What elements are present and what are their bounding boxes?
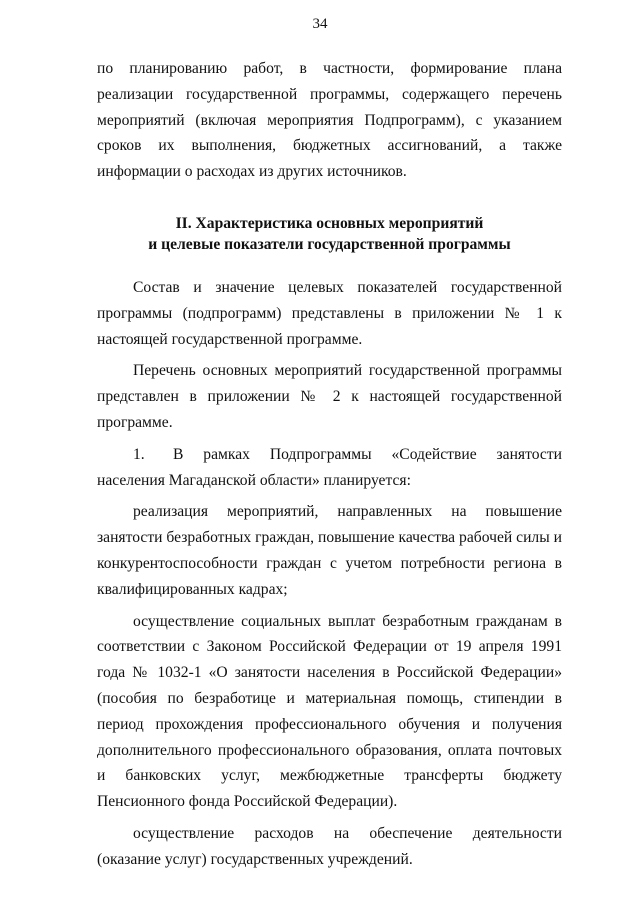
document-body [97, 56, 562, 873]
paragraph-social-payments: осуществление социальных выплат безработным гражданам в соответствии с Законом Российской Федерации от 19 апреля 1991 года № 1032-1 «О занятости населения в Российской Федерации» (пособия по безработице и материальная помощь, стипендии в период прохождения профессионального обучения и получения дополнительного профессионального образования, оплата почтовых и банковских услуг, межбюджетные трансферты бюджету Пенсионного фонда Российской Федерации). [97, 612, 562, 811]
intro-paragraph: по планированию работ, в частности, формирование плана реализации государственной программы, содержащего перечень мероприятий (включая мероприятия Подпрограмм), с указанием сроков их выполнения, бюджетных ассигнований, а также информации о расходах из других источников. [97, 60, 562, 181]
page-number: 34 [312, 16, 328, 32]
section-heading-line-2: и целевые показатели государственной программы [148, 235, 511, 253]
paragraph-activities-list: Перечень основных мероприятий государственной программы представлен в приложении № 2 к настоящей государственной программе. [97, 362, 562, 431]
paragraph-employment-measures: реализация мероприятий, направленных на повышение занятости безработных граждан, повышение качества рабочей силы и конкурентоспособности граждан с учетом потребности региона в квалифицированных кадрах; [97, 503, 562, 598]
paragraph-subprogram [97, 442, 562, 494]
section-heading-line-1: II. Характеристика основных мероприятий [175, 214, 484, 232]
section-heading [97, 213, 562, 255]
paragraph-institution-expenses: осуществление расходов на обеспечение деятельности (оказание услуг) государственных учреждений. [97, 824, 562, 868]
paragraph-indicators: Состав и значение целевых показателей государственной программы (подпрограмм) представлены в приложении № 1 к настоящей государственной программе. [97, 278, 562, 348]
paragraph-subprogram-text: В рамках Подпрограммы «Содействие занятости населения Магаданской области» планируется: [97, 445, 562, 489]
item-number: 1. [133, 445, 145, 463]
